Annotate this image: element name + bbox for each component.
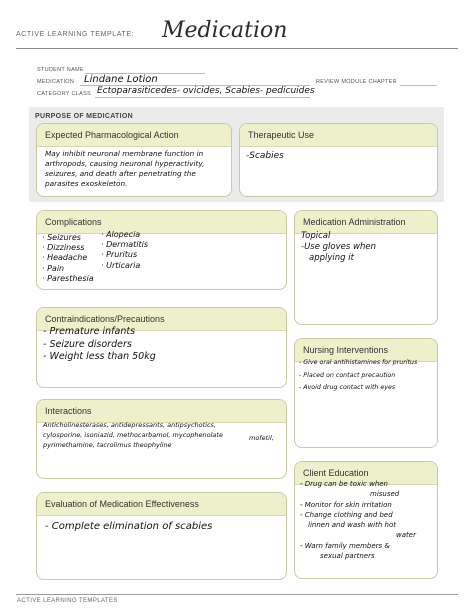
page-title: Medication	[162, 18, 288, 43]
category-line	[95, 97, 310, 98]
complications-box	[36, 210, 287, 290]
contraindications-text: - Premature infants - Seizure disorders - Weight less than 50kg	[43, 326, 156, 362]
interactions-text: Anticholinesterases, antidepressants, antipsychotics, cylosporine, isoniazid, methocarbamol, mycophenolate pyrimethamine, tacrolimus theophyline	[43, 421, 223, 449]
category-class-label: CATEGORY CLASS	[37, 91, 92, 97]
interactions-title: Interactions	[37, 400, 286, 423]
contraindications-title: Contraindications/Precautions	[37, 308, 286, 331]
purpose-heading: PURPOSE OF MEDICATION	[35, 113, 133, 120]
complications-col2: · Alopecia · Dermatitis · Pruritus · Urticaria	[101, 230, 149, 270]
evaluation-box	[36, 492, 287, 580]
expected-action-text: May inhibit neuronal membrane function in arthropods, causing neuronal hyperactivity, seizures, and death after penetrating the parasites exoskeleton.	[45, 149, 205, 188]
administration-text: Topical -Use gloves when applying it	[301, 231, 376, 263]
nursing-title: Nursing Interventions	[295, 339, 437, 362]
review-module-line	[400, 85, 437, 86]
complications-title: Complications	[37, 211, 286, 234]
template-header	[16, 14, 458, 48]
footer-text: ACTIVE LEARNING TEMPLATES	[17, 598, 118, 604]
category-class-value: Ectoparasiticedes- ovicides, Scabies- pedicuides	[97, 86, 315, 96]
nursing-box	[294, 338, 438, 448]
interactions-extra: mofetil,	[249, 434, 274, 442]
expected-action-title: Expected Pharmacological Action	[37, 124, 231, 147]
education-box	[294, 461, 438, 579]
administration-box	[294, 210, 438, 325]
medication-label: MEDICATION	[37, 79, 75, 85]
therapeutic-use-title: Therapeutic Use	[240, 124, 437, 147]
template-prefix: ACTIVE LEARNING TEMPLATE:	[16, 31, 135, 38]
footer-divider	[16, 594, 458, 595]
education-text: - Drug can be toxic when misused - Monitor for skin irritation - Change clothing and bed linnen and wash with hot water - Warn family members & sexual partners	[300, 480, 416, 561]
interactions-box	[36, 399, 287, 479]
medication-value: Lindane Lotion	[84, 74, 158, 85]
contraindications-box	[36, 307, 287, 388]
education-title: Client Education	[295, 462, 437, 485]
review-module-label: REVIEW MODULE CHAPTER	[316, 79, 397, 85]
evaluation-text: - Complete elimination of scabies	[45, 521, 213, 532]
nursing-text: - Give oral antihistamines for pruritus - Placed on contact precaution - Avoid drug contact with eyes	[299, 359, 418, 391]
header-divider	[16, 48, 458, 49]
evaluation-title: Evaluation of Medication Effectiveness	[37, 493, 286, 516]
therapeutic-use-box	[239, 123, 438, 197]
therapeutic-use-text: -Scabies	[246, 151, 284, 161]
student-name-label: STUDENT NAME	[37, 67, 84, 73]
complications-col1: · Seizures · Dizziness · Headache · Pain · Paresthesia	[42, 233, 94, 283]
expected-action-box	[36, 123, 232, 197]
administration-title: Medication Administration	[295, 211, 437, 234]
